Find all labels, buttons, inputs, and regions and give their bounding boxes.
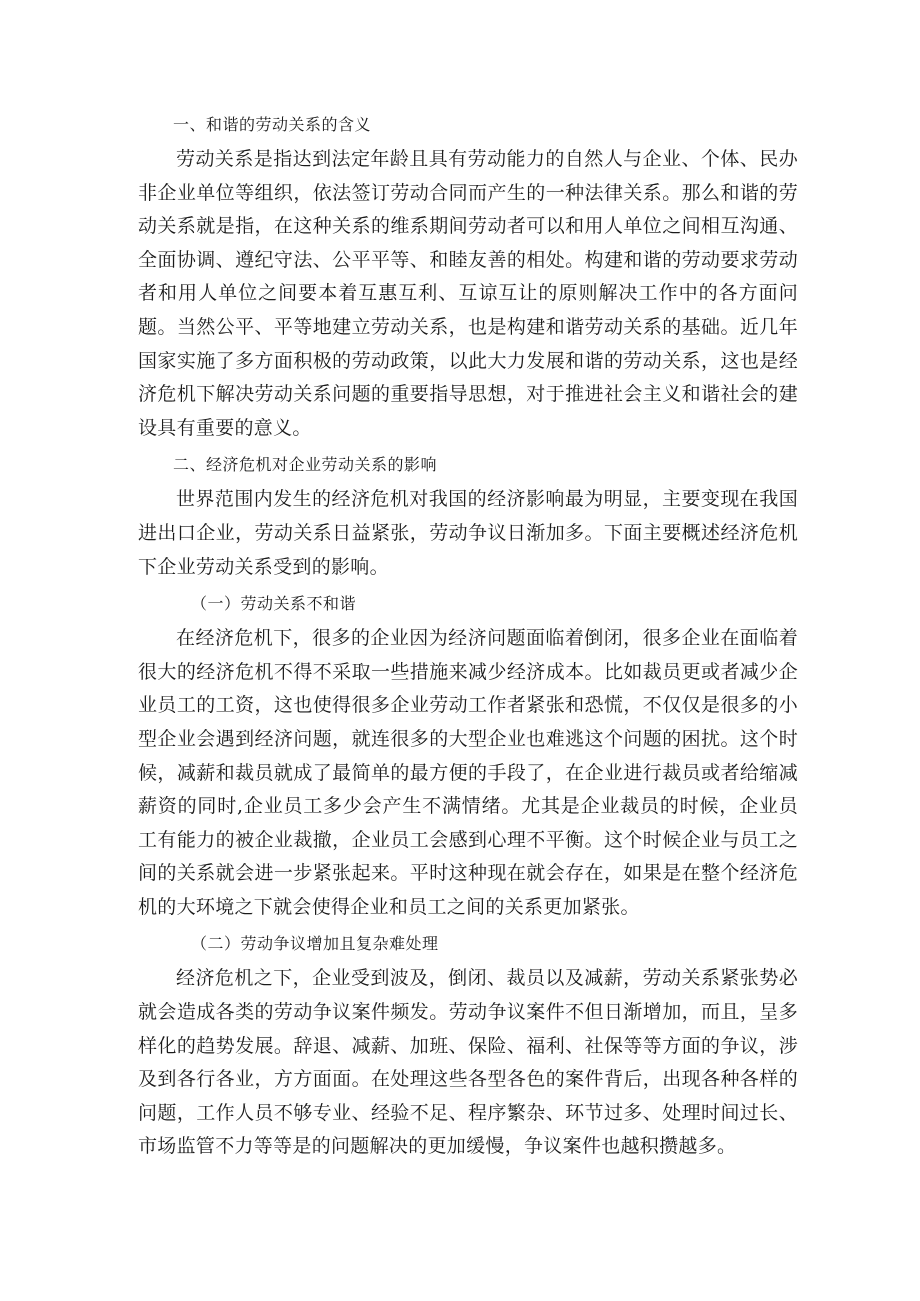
paragraph-crisis-overview: 世界范围内发生的经济危机对我国的经济影响最为明显，主要变现在我国进出口企业，劳动关系日益紧张，劳动争议日渐加多。下面主要概述经济危机下企业劳动关系受到的影响。 [138,488,798,578]
paragraph-disputes: 经济危机之下，企业受到波及，倒闭、裁员以及减薪，劳动关系紧张势必就会造成各类的劳动争议案件频发。劳动争议案件不但日渐增加，而且，呈多样化的趋势发展。辞退、减薪、加班、保险、福利、社保等等方面的争议，涉及到各行各业，方方面面。在处理这些各型各色的案件背后，出现各种各样的问题，工作人员不够专业、经验不足、程序繁杂、环节过多、处理时间过长、市场监管不力等等是的问题解决的更加缓慢，争议案件也越积攒越多。 [138,967,798,1158]
section-heading-2: 二、经济危机对企业劳动关系的影响 [173,455,438,475]
document-body [138,107,798,1166]
subsection-heading-2: （二）劳动争议增加且复杂难处理 [191,934,439,954]
paragraph-labor-relations-definition: 劳动关系是指达到法定年龄且具有劳动能力的自然人与企业、个体、民办非企业单位等组织，依法签订劳动合同而产生的一种法律关系。那么和谐的劳动关系就是指，在这种关系的维系期间劳动者可以和用人单位之间相互沟通、全面协调、遵纪守法、公平平等、和睦友善的相处。构建和谐的劳动要求劳动者和用人单位之间要本着互惠互利、互谅互让的原则解决工作中的各方面问题。当然公平、平等地建立劳动关系，也是构建和谐劳动关系的基础。近几年国家实施了多方面积极的劳动政策，以此大力发展和谐的劳动关系，这也是经济危机下解决劳动关系问题的重要指导思想，对于推进社会主义和谐社会的建设具有重要的意义。 [138,148,798,439]
section-heading-1: 一、和谐的劳动关系的含义 [173,115,372,134]
subsection-heading-1: （一）劳动关系不和谐 [191,594,357,614]
paragraph-disharmony: 在经济危机下，很多的企业因为经济问题面临着倒闭，很多企业在面临着很大的经济危机不得不采取一些措施来减少经济成本。比如裁员更或者减少企业员工的工资，这也使得很多企业劳动工作者紧张和恐慌，不仅仅是很多的小型企业会遇到经济问题，就连很多的大型企业也难逃这个问题的困扰。这个时候，减薪和裁员就成了最简单的最方便的手段了，在企业进行裁员或者给缩减薪资的同时,企业员工多少会产生不满情绪。尤其是企业裁员的时候，企业员工有能力的被企业裁撤，企业员工会感到心理不平衡。这个时候企业与员工之间的关系就会进一步紧张起来。平时这种现在就会存在，如果是在整个经济危机的大环境之下就会使得企业和员工之间的关系更加紧张。 [138,627,798,918]
